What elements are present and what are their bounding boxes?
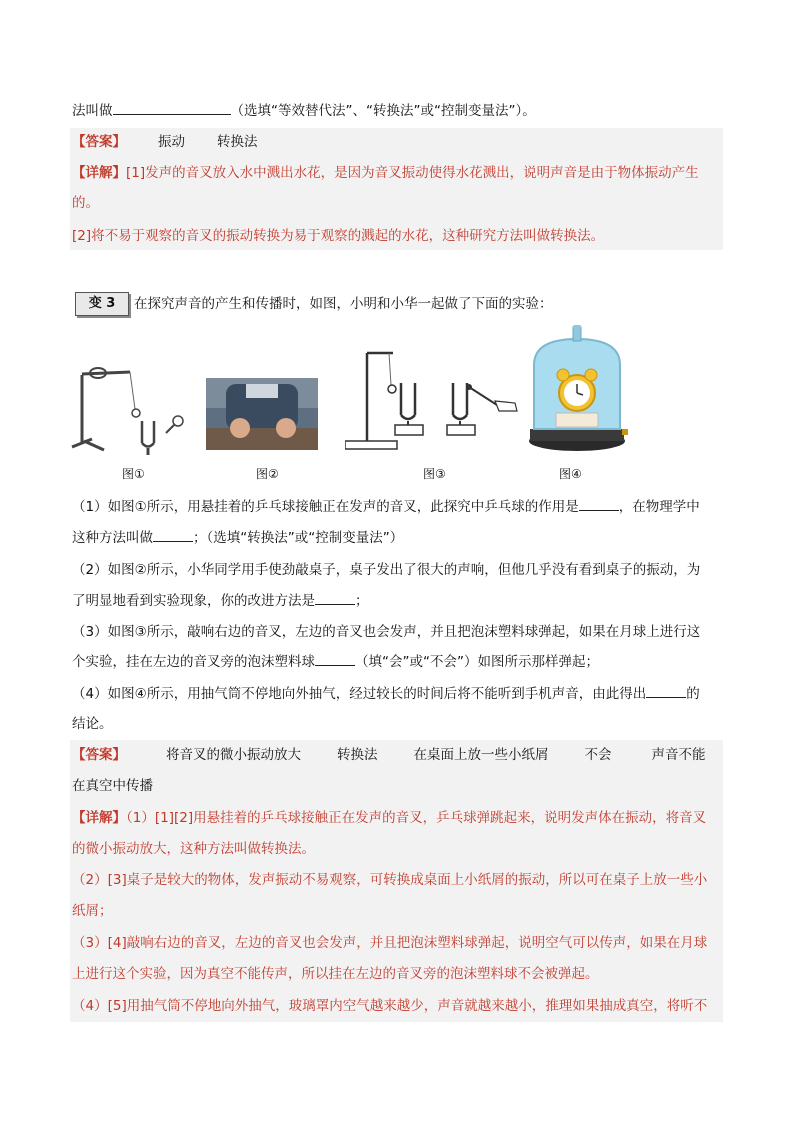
answer-blank [113,101,231,115]
question-3-line: 个实验，挂在左边的音叉旁的泡沫塑料球 （填“会”或“不会”）如图所示那样弹起； [72,654,599,670]
figure-2-fist-on-table [206,378,318,450]
detail-line: （3）[4]敲响右边的音叉，左边的音叉也会发声，并且把泡沫塑料球弹起，说明空气可以传声，如果在月球 [72,935,708,951]
detail-line: 上进行这个实验，因为真空不能传声，所以挂在左边的音叉旁的泡沫塑料球不会被弹起。 [72,966,599,982]
figure-4-bell-jar-clock [526,325,628,453]
figure-1-pingpong-tuning-fork [70,355,190,455]
question-2-line: 了明显地看到实验现象，你的改进方法是 ； [72,593,369,609]
question-4-line: （4）如图④所示，用抽气筒不停地向外抽气，经过较长的时间后将不能听到手机声音，由此得出 的 [72,686,700,702]
answer-blank [646,684,686,698]
answer-line: 在真空中传播 [72,778,153,794]
answer-line: 【答案】 将音叉的微小振动放大 转换法 在桌面上放一些小纸屑 不会 声音不能 [72,747,706,763]
fill-line: 法叫做 （选填“等效替代法”、“转换法”或“控制变量法”）。 [72,103,536,119]
answer-blank [579,497,619,511]
detail-line: [2]将不易于观察的音叉的振动转换为易于观察的溅起的水花，这种研究方法叫做转换法。 [72,228,605,244]
answer-line: 【答案】 振动 转换法 [72,134,258,150]
question-2-line: （2）如图②所示，小华同学用手使劲敲桌子，桌子发出了很大的声响，但他几乎没有看到桌子的振动，为 [72,562,701,578]
figure-3-caption: 图③ [423,467,446,481]
figure-1-caption: 图① [122,467,145,481]
detail-line: 的。 [72,195,99,211]
figure-4-caption: 图④ [559,467,582,481]
question-1-line: （1）如图①所示，用悬挂着的乒乓球接触正在发声的音叉，此探究中乒乓球的作用是 ，在物理学中 [72,499,700,515]
figure-2-caption: 图② [256,467,279,481]
answer-blank [315,591,355,605]
question-4-line: 结论。 [72,716,113,732]
detail-line: 【详解】[1]发声的音叉放入水中溅出水花，是因为音叉振动使得水花溅出，说明声音是由于物体振动产生 [72,165,699,181]
answer-blank [153,528,193,542]
detail-line: 【详解】（1）[1][2]用悬挂着的乒乓球接触正在发声的音叉，乒乓球弹跳起来，说明发声体在振动，将音叉 [72,810,707,826]
question-intro: 在探究声音的产生和传播时，如图，小明和小华一起做了下面的实验： [134,296,553,312]
variant-tag: 变 3 [75,292,129,316]
detail-line: 的微小振动放大，这种方法叫做转换法。 [72,841,315,857]
detail-line: （4）[5]用抽气筒不停地向外抽气，玻璃罩内空气越来越少，声音就越来越小，推理如果抽成真空，将听不 [72,998,708,1014]
figure-3-two-tuning-forks [345,345,520,453]
answer-blank [315,652,355,666]
question-1-line: 这种方法叫做 ；（选填“转换法”或“控制变量法”） [72,530,404,546]
question-3-line: （3）如图③所示，敲响右边的音叉，左边的音叉也会发声，并且把泡沫塑料球弹起，如果在月球上进行这 [72,624,701,640]
detail-line: （2）[3]桌子是较大的物体，发声振动不易观察，可转换成桌面上小纸屑的振动，所以可在桌子上放一些小 [72,872,708,888]
detail-line: 纸屑； [72,903,113,919]
